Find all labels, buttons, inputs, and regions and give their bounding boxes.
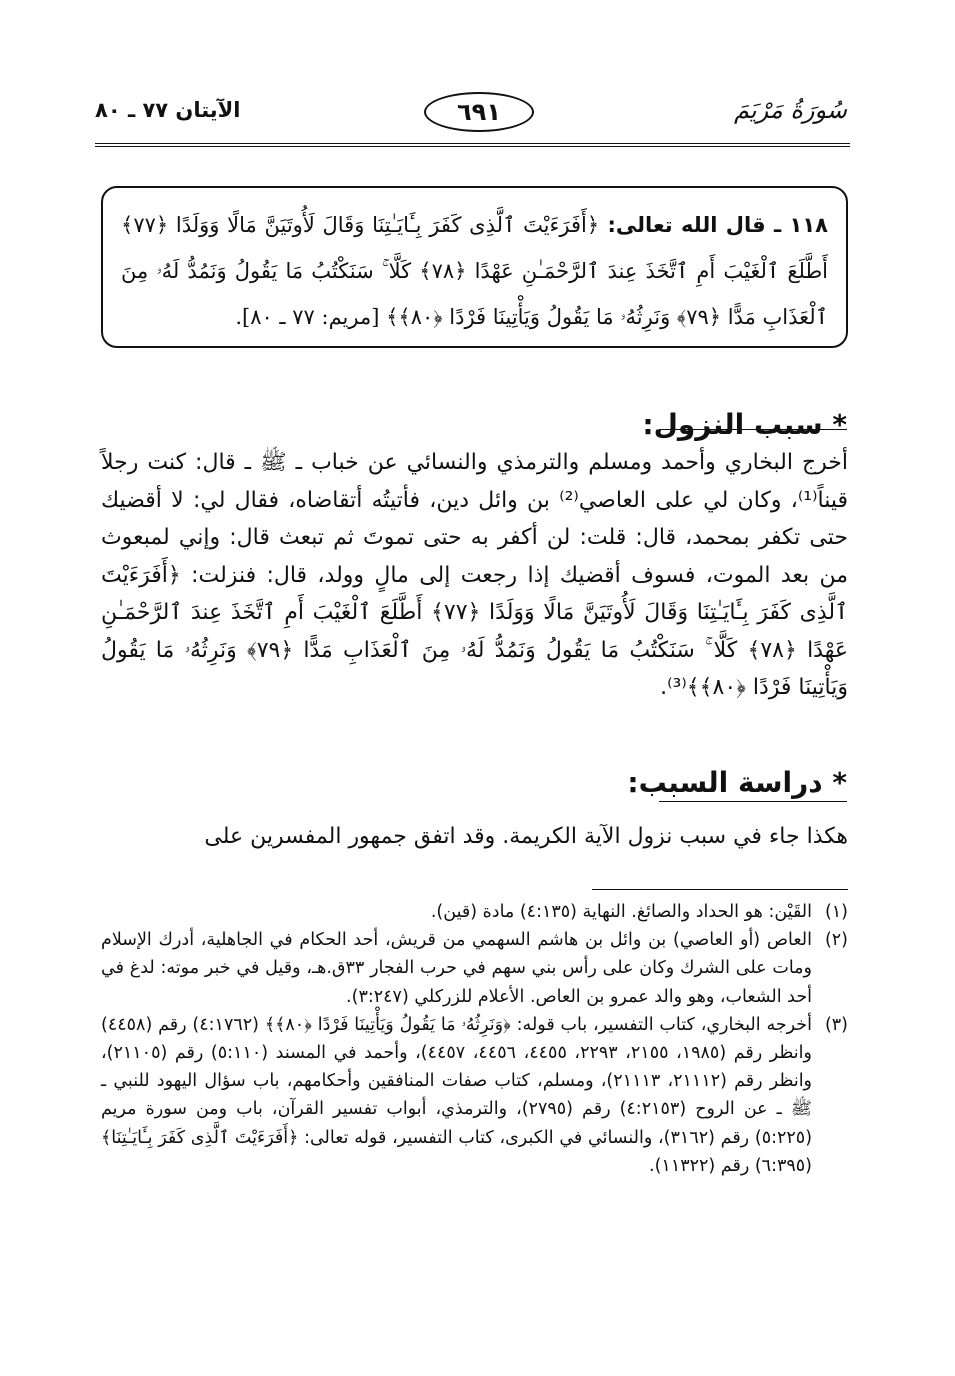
footnote-item — [101, 1011, 848, 1180]
header-divider — [95, 143, 850, 147]
section-title-underline — [659, 801, 847, 802]
revelation-cause-paragraph: أخرج البخاري وأحمد ومسلم والترمذي والنسائي عن خباب ـ ﷺ ـ قال: كنت رجلاً قيناً⁽¹⁾، وكان لي على العاصي⁽²⁾ بن وائل دين، فأتيتُه أتقاضاه، فقال لي: لا أقضيك حتى تكفر بمحمد، قال: قلت: لن أكفر به حتى تموتَ ثم تبعث قال: وإني لمبعوث من بعد الموت، فسوف أقضيك إذا رجعت إلى مالٍ وولد، قال: فنزلت: ﴿أَفَرَءَيْتَ ٱلَّذِى كَفَرَ بِـَٔايَـٰتِنَا وَقَالَ لَأُوتَيَنَّ مَالًا وَوَلَدًا ﴿٧٧﴾ أَطَّلَعَ ٱلْغَيْبَ أَمِ ٱتَّخَذَ عِندَ ٱلرَّحْمَـٰنِ عَهْدًا ﴿٧٨﴾ كَلَّا ۚ سَنَكْتُبُ مَا يَقُولُ وَنَمُدُّ لَهُۥ مِنَ ٱلْعَذَابِ مَدًّا ﴿٧٩﴾ وَنَرِثُهُۥ مَا يَقُولُ وَيَأْتِينَا فَرْدًا ﴿٨٠﴾﴾⁽³⁾. — [101, 450, 849, 700]
ayat-range-header: الآيتان ٧٧ ـ ٨٠ — [95, 98, 241, 122]
page-number-badge — [424, 92, 534, 132]
surah-name-header: سُورَةُ مَرْيَمَ — [733, 96, 847, 124]
section-title-revelation-cause: * سبب النزول: — [642, 408, 847, 441]
footnote-item — [101, 898, 848, 926]
section-title-cause-study: * دراسة السبب: — [627, 766, 847, 799]
section-title-underline — [659, 429, 847, 430]
cause-study-paragraph: هكذا جاء في سبب نزول الآية الكريمة. وقد اتفق جمهور المفسرين على — [204, 824, 848, 849]
verse-box — [101, 186, 848, 348]
footnote-number: (٣) — [824, 1014, 848, 1035]
footnote-item — [101, 926, 848, 1011]
footnotes — [101, 898, 848, 1180]
footnote-text: أخرجه البخاري، كتاب التفسير، باب قوله: ﴿وَنَرِثُهُۥ مَا يَقُولُ وَيَأْتِينَا فَرْدًا ﴿٨٠﴾﴾ (٤:١٧٦٢) رقم (٤٤٥٨) وانظر رقم (١٩٨٥، ٢١٥٥، ٢٢٩٣، ٤٤٥٥، ٤٤٥٦، ٤٤٥٧)، وأحمد في المسند (٥:١١٠) رقم (٢١١٠٥)، وانظر رقم (٢١١١٢، ٢١١١٣)، ومسلم، كتاب صفات المنافقين وأحكامهم، باب سؤال اليهود للنبي ـ ﷺ ـ عن الروح (٤:٢١٥٣) رقم (٢٧٩٥)، والترمذي، أبواب تفسير القرآن، باب ومن سورة مريم (٥:٢٢٥) رقم (٣١٦٢)، والنسائي في الكبرى، كتاب التفسير، قوله تعالى: ﴿أَفَرَءَيْتَ ٱلَّذِى كَفَرَ بِـَٔايَـٰتِنَا﴾ (٦:٣٩٥) رقم (١١٣٢٢). — [101, 1014, 813, 1176]
footnote-text: العاص (أو العاصي) بن وائل بن هاشم السهمي من قريش، أحد الحكام في الجاهلية، أدرك الإسلام ومات على الشرك وكان على رأس بني سهم في حرب الفجار ٣٣ق.هـ، وقيل في خبر موته: لدغ في أحد الشعاب، وهو والد عمرو بن العاص. الأعلام للزركلي (٣:٢٤٧). — [101, 930, 812, 1007]
footnote-divider — [592, 889, 848, 890]
page-number: ٦٩١ — [457, 98, 501, 126]
footnote-number: (٢) — [824, 930, 848, 951]
footnote-number: (١) — [824, 902, 848, 922]
footnote-text: القَيْن: هو الحداد والصائغ. النهاية (٤:١٣٥) مادة (قين). — [430, 902, 812, 922]
verse-text: ﴿أَفَرَءَيْتَ ٱلَّذِى كَفَرَ بِـَٔايَـٰتِنَا وَقَالَ لَأُوتَيَنَّ مَالًا وَوَلَدًا ﴿٧٧﴾ أَطَّلَعَ ٱلْغَيْبَ أَمِ ٱتَّخَذَ عِندَ ٱلرَّحْمَـٰنِ عَهْدًا ﴿٧٨﴾ كَلَّا ۚ سَنَكْتُبُ مَا يَقُولُ وَنَمُدُّ لَهُۥ مِنَ ٱلْعَذَابِ مَدًّا ﴿٧٩﴾ وَنَرِثُهُۥ مَا يَقُولُ وَيَأْتِينَا فَرْدًا ﴿٨٠﴾﴾ [مريم: ٧٧ ـ ٨٠]. — [121, 213, 829, 329]
verse-lead: ١١٨ ـ قال الله تعالى: — [599, 213, 828, 237]
